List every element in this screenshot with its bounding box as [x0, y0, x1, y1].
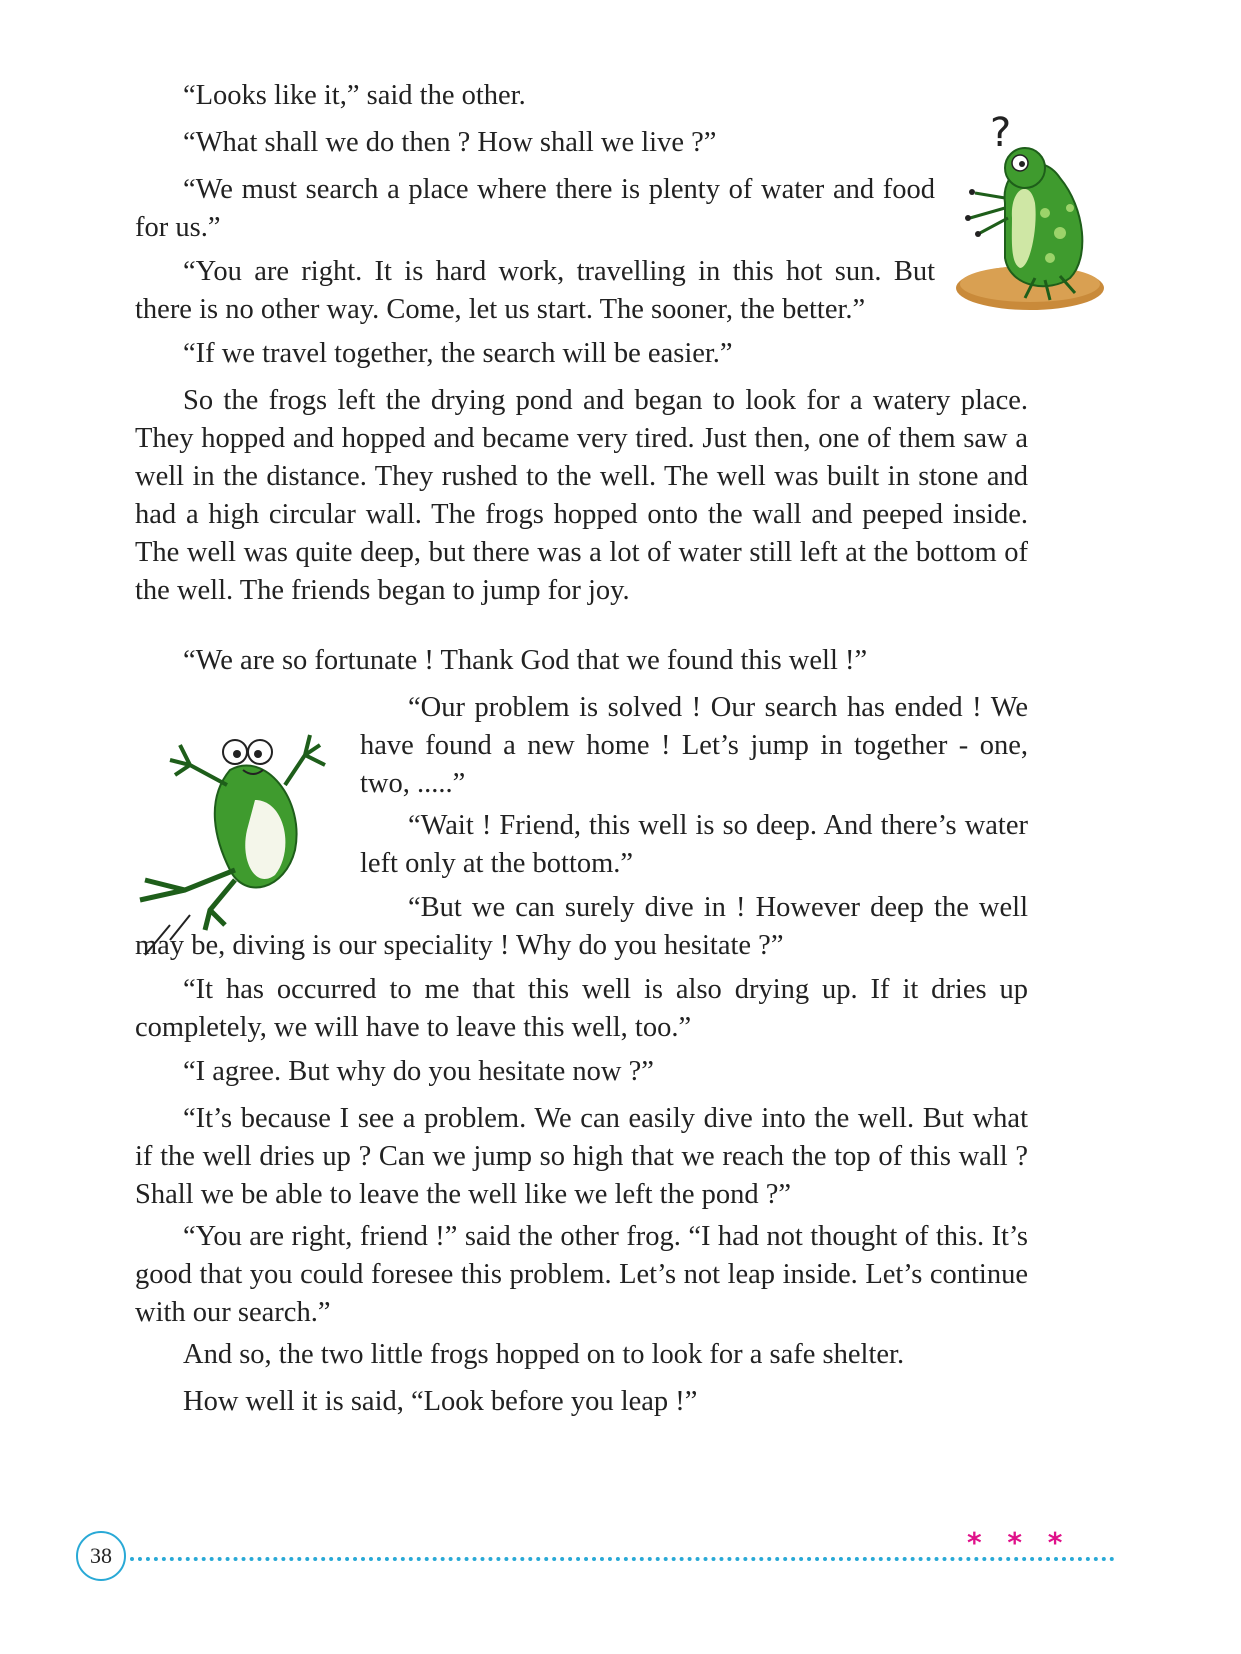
paragraph-1: “Looks like it,” said the other. — [183, 80, 526, 111]
jumping-frog-icon — [135, 730, 345, 960]
thinking-frog-icon — [950, 108, 1110, 323]
page-number: 38 — [76, 1531, 126, 1581]
paragraph-11: “It has occurred to me that this well is also drying up. If it dries up completely, we will have to leave this well, too.” — [135, 974, 1028, 1043]
paragraph-12: “I agree. But why do you hesitate now ?” — [183, 1056, 654, 1087]
paragraph-9: “Wait ! Friend, this well is so deep. And there’s water left only at the bottom.” — [360, 810, 1028, 879]
footer-divider — [130, 1557, 1115, 1561]
paragraph-7: “We are so fortunate ! Thank God that we found this well !” — [183, 645, 868, 676]
paragraph-15: And so, the two little frogs hopped on to look for a safe shelter. — [183, 1339, 905, 1370]
paragraph-8: “Our problem is solved ! Our search has ended ! We have found a new home ! Let’s jump in together - one, two, .....” — [360, 692, 1028, 799]
paragraph-3: “We must search a place where there is plenty of water and food for us.” — [135, 174, 935, 243]
paragraph-16: How well it is said, “Look before you leap !” — [183, 1386, 698, 1417]
paragraph-4: “You are right. It is hard work, travelling in this hot sun. But there is no other way. Come, let us start. The sooner, the better.” — [135, 256, 935, 325]
paragraph-13: “It’s because I see a problem. We can easily dive into the well. But what if the well dries up ? Can we jump so high that we reach the top of this wall ? Shall we be able to leave the well like we left the pond ?” — [135, 1103, 1028, 1210]
paragraph-6: So the frogs left the drying pond and began to look for a watery place. They hopped and hopped and became very tired. Just then, one of them saw a well in the distance. They rushed to the well. The well was built in stone and had a high circular wall. The frogs hopped onto the wall and peeped inside. The well was quite deep, but there was a lot of water still left at the bottom of the well. The friends began to jump for joy. — [135, 385, 1028, 606]
paragraph-2: “What shall we do then ? How shall we live ?” — [183, 127, 717, 158]
paragraph-10: “But we can surely dive in ! However deep the well may be, diving is our speciality ! Why do you hesitate ?” — [135, 892, 1028, 961]
paragraph-14: “You are right, friend !” said the other frog. “I had not thought of this. It’s good that you could foresee this problem. Let’s not leap inside. Let’s continue with our search.” — [135, 1221, 1028, 1328]
question-mark: ? — [990, 110, 1012, 156]
end-mark: * * * — [967, 1526, 1071, 1559]
paragraph-5: “If we travel together, the search will be easier.” — [183, 338, 733, 369]
